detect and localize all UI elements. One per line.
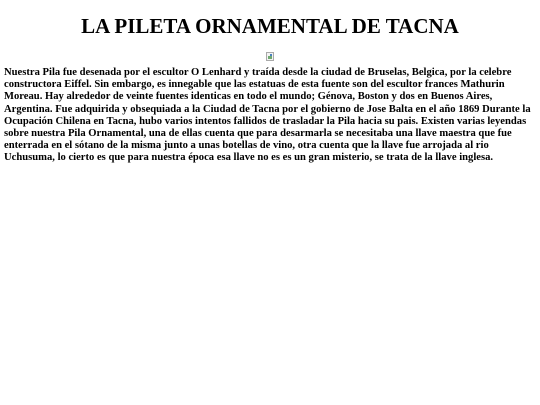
body-paragraph: Nuestra Pila fue desenada por el escultor O Lenhard y traída desde la ciudad de Bruselas, Belgica, por la celebre constructora Eiffel. Sin embargo, es innegable que las estatuas de esta fuente son del escultor frances Mathurin Moreau. Hay alrededor de veinte fuentes identicas en todo el mundo; Génova, Boston y dos en Buenos Aires, Argentina. Fue adquirida y obsequiada a la Ciudad de Tacna por el gobierno de Jose Balta en el año 1869 Durante la Ocupación Chilena en Tacna, hubo varios intentos fallidos de trasladar la Pila hacia su pais. Existen varias leyendas sobre nuestra Pila Ornamental, una de ellas cuenta que para desarmarla se necesitaba una llave maestra que fue enterrada en el sótano de la misma junto a unas botellas de vino, otra cuenta que la llave fue arrojada al rio Uchusuma, lo cierto es que para nuestra época esa llave no es es un gran misterio, se trata de la llave inglesa. bbox=[4, 67, 531, 164]
page-title: LA PILETA ORNAMENTAL DE TACNA bbox=[81, 14, 459, 38]
broken-image-icon bbox=[266, 52, 274, 61]
image-container bbox=[0, 48, 540, 60]
